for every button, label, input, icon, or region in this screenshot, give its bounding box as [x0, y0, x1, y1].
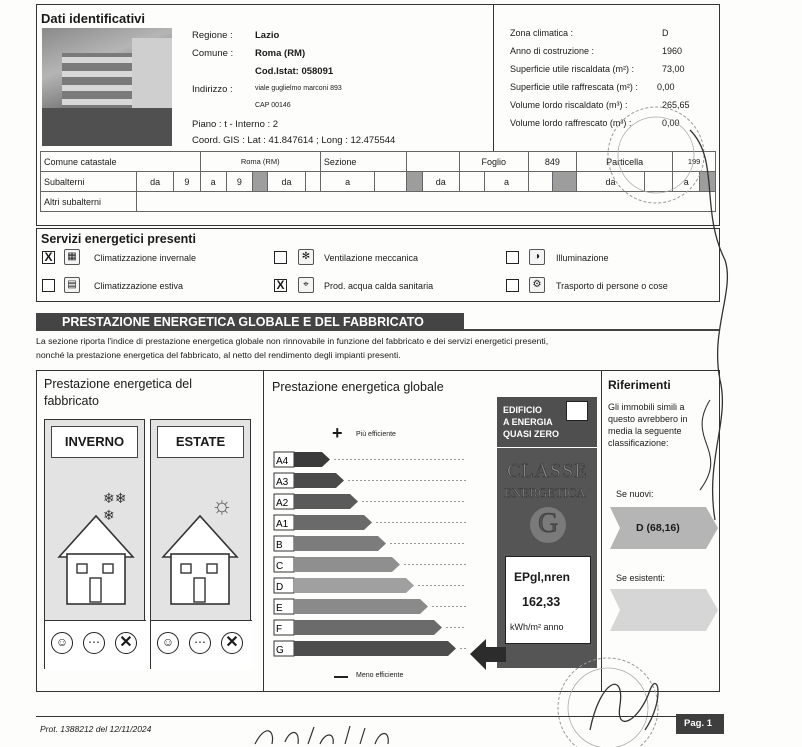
happy-face-icon: ☺ — [157, 632, 179, 654]
foglio-label: Foglio — [459, 152, 528, 172]
label-clim-invernale: Climatizzazione invernale — [94, 253, 197, 263]
anno-label: Anno di costruzione : — [510, 46, 595, 56]
foglio-value: 849 — [528, 152, 576, 172]
page-number: Pag. 1 — [684, 718, 712, 729]
comune-value: Roma (RM) — [255, 48, 306, 59]
nzeb-line-1: EDIFICIO — [503, 405, 543, 415]
happy-face-icon: ☺ — [51, 632, 73, 654]
class-label-d: D — [276, 582, 284, 593]
signature-bottom — [580, 660, 670, 740]
sub-value: 9 — [226, 172, 252, 192]
elevator-icon: ⚙ — [529, 277, 545, 293]
fan-icon: ✻ — [298, 249, 314, 265]
minus-icon — [334, 676, 348, 678]
ep-unit: kWh/m² anno — [510, 622, 564, 632]
vertical-divider — [493, 5, 494, 151]
checkbox-ventilazione[interactable] — [274, 251, 287, 264]
rif-text-1: Gli immobili simili a — [608, 402, 685, 412]
footer-line — [36, 716, 724, 717]
class-label-a3: A3 — [276, 477, 289, 488]
indirizzo-value: viale guglielmo marconi 893 — [255, 85, 342, 92]
checkbox-clim-invernale[interactable]: X — [42, 251, 55, 264]
altri-subalterni-label: Altri subalterni — [41, 192, 137, 212]
comune-catastale-value: Roma (RM) — [200, 152, 320, 172]
nzeb-checkbox[interactable] — [566, 401, 588, 421]
neutral-face-icon: ⋯ — [189, 632, 211, 654]
indicator-arrow — [470, 637, 510, 673]
sup-risc-label: Superficie utile riscaldata (m²) : — [510, 64, 635, 74]
class-label-a2: A2 — [276, 498, 289, 509]
divider-1 — [263, 371, 264, 691]
sub-da: da — [422, 172, 459, 192]
estate-label: ESTATE — [157, 426, 244, 458]
class-bar-b — [294, 536, 386, 551]
zona-value: D — [662, 28, 669, 38]
checkbox-trasporto[interactable] — [506, 279, 519, 292]
neutral-face-icon: ⋯ — [83, 632, 105, 654]
coord-gis: Coord. GIS : Lat : 41.847614 ; Long : 12.475544 — [192, 135, 396, 146]
signature-right — [680, 120, 740, 540]
house-icon — [57, 512, 135, 606]
sub-a: a — [200, 172, 226, 192]
vol-risc-value: 265,65 — [662, 100, 690, 110]
sup-raff-label: Superficie utile raffrescata (m²) : — [510, 82, 638, 92]
class-label-c: C — [276, 561, 284, 572]
esistenti-arrow — [610, 587, 720, 633]
sub-a: a — [673, 172, 700, 192]
class-label-a1: A1 — [276, 519, 289, 530]
esistenti-label: Se esistenti: — [616, 573, 666, 583]
piu-efficiente: Più efficiente — [356, 431, 396, 438]
class-bar-a2 — [294, 494, 358, 509]
particella-value: 199 — [673, 152, 716, 172]
nuovi-label: Se nuovi: — [616, 489, 654, 499]
class-bar-a4 — [294, 452, 330, 467]
rif-text-4: classificazione: — [608, 438, 669, 448]
servizi-title: Servizi energetici presenti — [41, 232, 196, 246]
sad-face-crossed-icon: ✕ — [115, 632, 137, 654]
class-scale — [268, 448, 468, 668]
estate-box — [150, 419, 251, 669]
classe-line-2: ENERGETICA — [504, 485, 586, 500]
divider-2 — [601, 371, 602, 691]
checkbox-illuminazione[interactable] — [506, 251, 519, 264]
class-label-e: E — [276, 603, 283, 614]
ep-label: EPgl,nren — [514, 570, 571, 584]
label-clim-estiva: Climatizzazione estiva — [94, 281, 184, 291]
piano-interno: Piano : t - Interno : 2 — [192, 119, 279, 130]
particella-label: Particella — [576, 152, 672, 172]
zona-label: Zona climatica : — [510, 28, 574, 38]
fabbricato-title-1: Prestazione energetica del — [44, 377, 193, 391]
signature-footer — [250, 724, 410, 747]
label-trasporto: Trasporto di persone o cose — [556, 281, 668, 291]
protocol-number: Prot. 1388212 del 12/11/2024 — [40, 724, 152, 734]
comune-catastale-label: Comune catastale — [41, 152, 201, 172]
class-bar-g — [294, 641, 456, 656]
sad-face-crossed-icon: ✕ — [221, 632, 243, 654]
indirizzo-label: Indirizzo : — [192, 84, 233, 95]
building-photo — [42, 28, 172, 146]
sup-raff-value: 0,00 — [657, 82, 675, 92]
class-bar-a1 — [294, 515, 372, 530]
faucet-icon: ⌖ — [298, 277, 314, 293]
sub-da: da — [137, 172, 174, 192]
label-acqua-calda: Prod. acqua calda sanitaria — [324, 281, 434, 291]
class-label-b: B — [276, 540, 283, 551]
sun-icon: ☼ — [211, 492, 233, 519]
vol-risc-label: Volume lordo riscaldato (m³) : — [510, 100, 628, 110]
regione-label: Regione : — [192, 30, 233, 41]
class-bar-f — [294, 620, 442, 635]
radiator-icon: ▦ — [64, 249, 80, 265]
fabbricato-title-2: fabbricato — [44, 394, 99, 408]
comune-label: Comune : — [192, 48, 234, 59]
subalterni-label: Subalterni — [41, 172, 137, 192]
sub-da: da — [268, 172, 305, 192]
plus-icon: + — [332, 423, 343, 443]
sub-da: da — [576, 172, 644, 192]
prestazione-desc-1: La sezione riporta l'indice di prestazione energetica globale non rinnovabile in funzione del fabbricato e dei servizi energetici presenti, — [36, 336, 549, 346]
nzeb-line-3: QUASI ZERO — [503, 429, 560, 439]
inverno-box — [44, 419, 145, 669]
class-bar-a3 — [294, 473, 344, 488]
label-ventilazione: Ventilazione meccanica — [324, 253, 419, 263]
prestazione-desc-2: nonché la prestazione energetica del fabbricato, al netto del rendimento degli impianti presenti. — [36, 350, 401, 360]
sezione-label: Sezione — [320, 152, 406, 172]
class-label-a4: A4 — [276, 456, 289, 467]
nuovi-value: D (68,16) — [636, 522, 680, 534]
ep-value: 162,33 — [522, 595, 561, 609]
section-title-dati: Dati identificativi — [41, 11, 146, 26]
vol-raff-label: Volume lordo raffrescato (m³) : — [510, 118, 632, 128]
sub-a: a — [485, 172, 529, 192]
regione-value: Lazio — [255, 30, 280, 41]
meno-efficiente: Meno efficiente — [356, 672, 404, 679]
sub-value: 9 — [174, 172, 200, 192]
cod-istat: Cod.Istat: 058091 — [255, 66, 334, 77]
class-label-g: G — [276, 645, 284, 656]
vol-raff-value: 0,00 — [662, 118, 680, 128]
anno-value: 1960 — [662, 46, 683, 56]
rif-text-2: questo avrebbero in — [608, 414, 688, 424]
snowflake-icon: ❄❄ ❄ — [103, 490, 127, 523]
rif-text-3: media la seguente — [608, 426, 682, 436]
class-bar-e — [294, 599, 428, 614]
globale-title: Prestazione energetica globale — [272, 380, 444, 394]
riferimenti-title: Riferimenti — [608, 378, 671, 392]
checkbox-clim-estiva[interactable] — [42, 279, 55, 292]
ac-unit-icon: ▤ — [64, 277, 80, 293]
checkbox-acqua-calda[interactable]: X — [274, 279, 287, 292]
label-illuminazione: Illuminazione — [556, 253, 609, 263]
cap: CAP 00146 — [255, 102, 291, 109]
inverno-label: INVERNO — [51, 426, 138, 458]
sub-a: a — [320, 172, 375, 192]
class-label-f: F — [276, 624, 283, 635]
classe-value: G — [538, 508, 559, 539]
classe-line-1: CLASSE — [507, 460, 588, 482]
nzeb-line-2: A ENERGIA — [503, 417, 553, 427]
class-bar-c — [294, 557, 400, 572]
lightbulb-icon: ◑ — [529, 249, 545, 265]
prestazione-banner — [36, 313, 464, 331]
sup-risc-value: 73,00 — [662, 64, 685, 74]
banner-text: PRESTAZIONE ENERGETICA GLOBALE E DEL FABBRICATO — [62, 315, 424, 329]
class-bar-d — [294, 578, 414, 593]
house-icon — [161, 512, 239, 606]
